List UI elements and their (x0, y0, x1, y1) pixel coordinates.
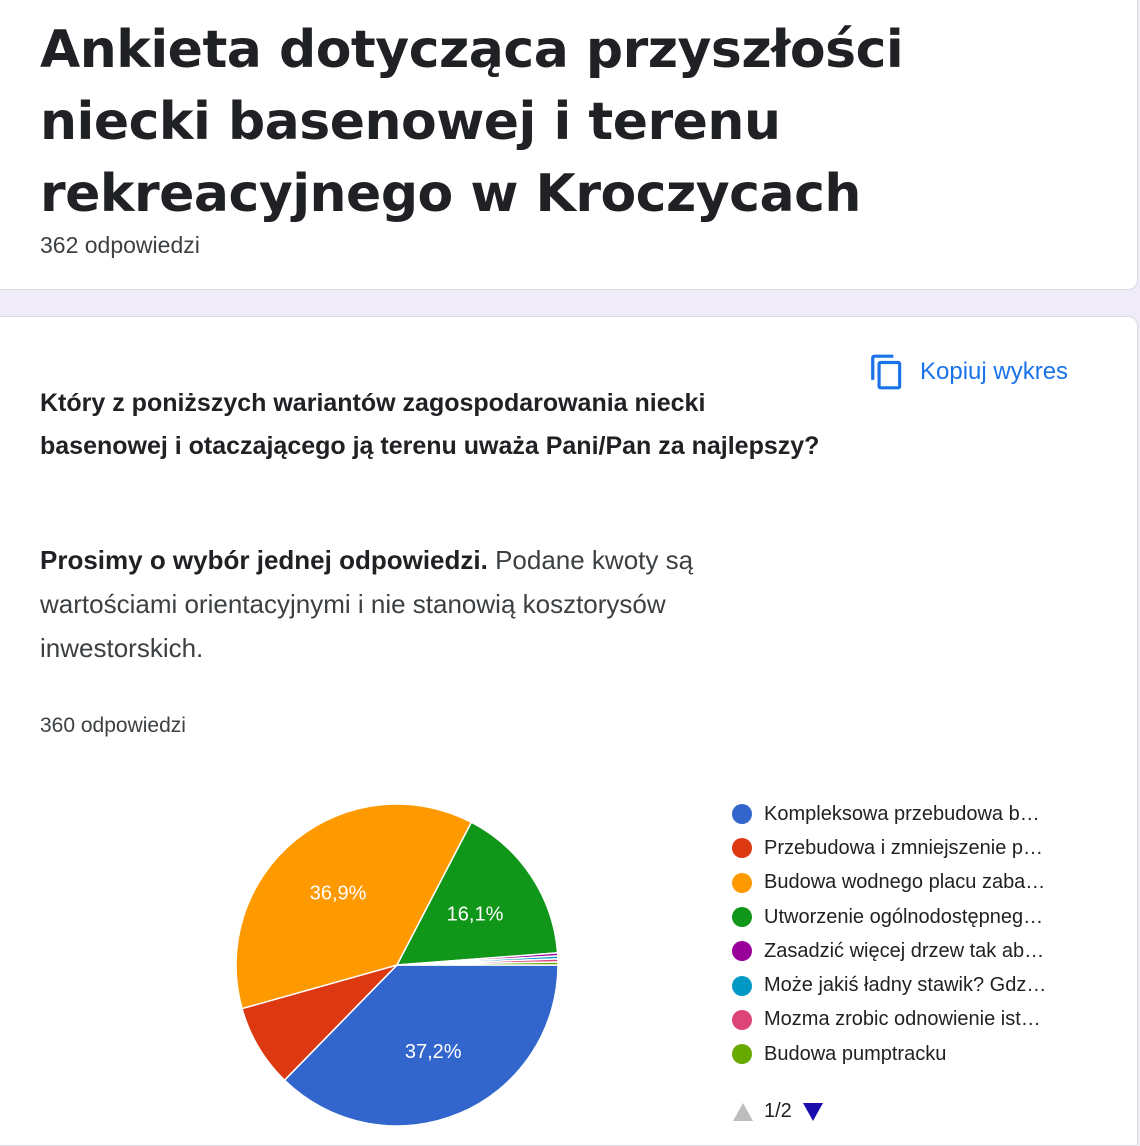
legend-label-1: Kompleksowa przebudowa b… (764, 802, 1040, 825)
legend-item-2[interactable] (732, 831, 1072, 865)
legend-label-3: Budowa wodnego placu zaba… (764, 871, 1046, 894)
pager-label: 1/2 (764, 1100, 792, 1122)
legend-item-4[interactable] (732, 900, 1072, 934)
legend-dot-2 (732, 838, 752, 858)
total-responses: 362 odpowiedzi (40, 232, 200, 258)
form-title: Ankieta dotycząca przyszłości niecki basenowej i terenu rekreacyjnego w Kroczycach (40, 20, 904, 224)
arrow-up-icon[interactable] (732, 1101, 754, 1123)
pie-label-4: 16,1% (446, 903, 504, 926)
question-title: Który z poniższych wariantów zagospodarowania niecki basenowej i otaczającego ją terenu uważa Pani/Pan za najlepszy? (40, 389, 820, 460)
copy-chart-button[interactable] (868, 350, 1068, 394)
chart-legend (732, 797, 1072, 1071)
legend-item-3[interactable] (732, 866, 1072, 900)
legend-dot-5 (732, 941, 752, 961)
legend-label-7: Mozma zrobic odnowienie ist… (764, 1008, 1041, 1031)
copy-chart-label: Kopiuj wykres (920, 358, 1069, 385)
pie-chart (230, 798, 564, 1132)
description-bold: Prosimy o wybór jednej odpowiedzi. (40, 545, 488, 575)
legend-dot-4 (732, 907, 752, 927)
description-rest: Podane kwoty są wartościami orientacyjnymi i nie stanowią kosztorysów inwestorskich. (40, 545, 694, 663)
legend-item-5[interactable] (732, 934, 1072, 968)
legend-dot-7 (732, 1010, 752, 1030)
pie-label-3: 36,9% (309, 882, 367, 905)
legend-item-7[interactable] (732, 1003, 1072, 1037)
legend-dot-6 (732, 976, 752, 996)
question-responses: 360 odpowiedzi (40, 714, 186, 737)
copy-icon (868, 352, 906, 392)
legend-pager (732, 1100, 824, 1123)
legend-dot-1 (732, 804, 752, 824)
legend-label-2: Przebudowa i zmniejszenie p… (764, 836, 1044, 859)
arrow-down-icon[interactable] (802, 1101, 824, 1123)
legend-item-1[interactable] (732, 797, 1072, 831)
legend-item-6[interactable] (732, 968, 1072, 1002)
legend-label-6: Może jakiś ładny stawik? Gdz… (764, 974, 1047, 997)
legend-item-8[interactable] (732, 1037, 1072, 1071)
legend-dot-8 (732, 1044, 752, 1064)
legend-label-4: Utworzenie ogólnodostępneg… (764, 905, 1044, 928)
legend-dot-3 (732, 873, 752, 893)
pie-label-1: 37,2% (404, 1041, 462, 1064)
legend-label-8: Budowa pumptracku (764, 1042, 947, 1065)
question-description (40, 538, 800, 670)
legend-label-5: Zasadzić więcej drzew tak ab… (764, 939, 1045, 962)
